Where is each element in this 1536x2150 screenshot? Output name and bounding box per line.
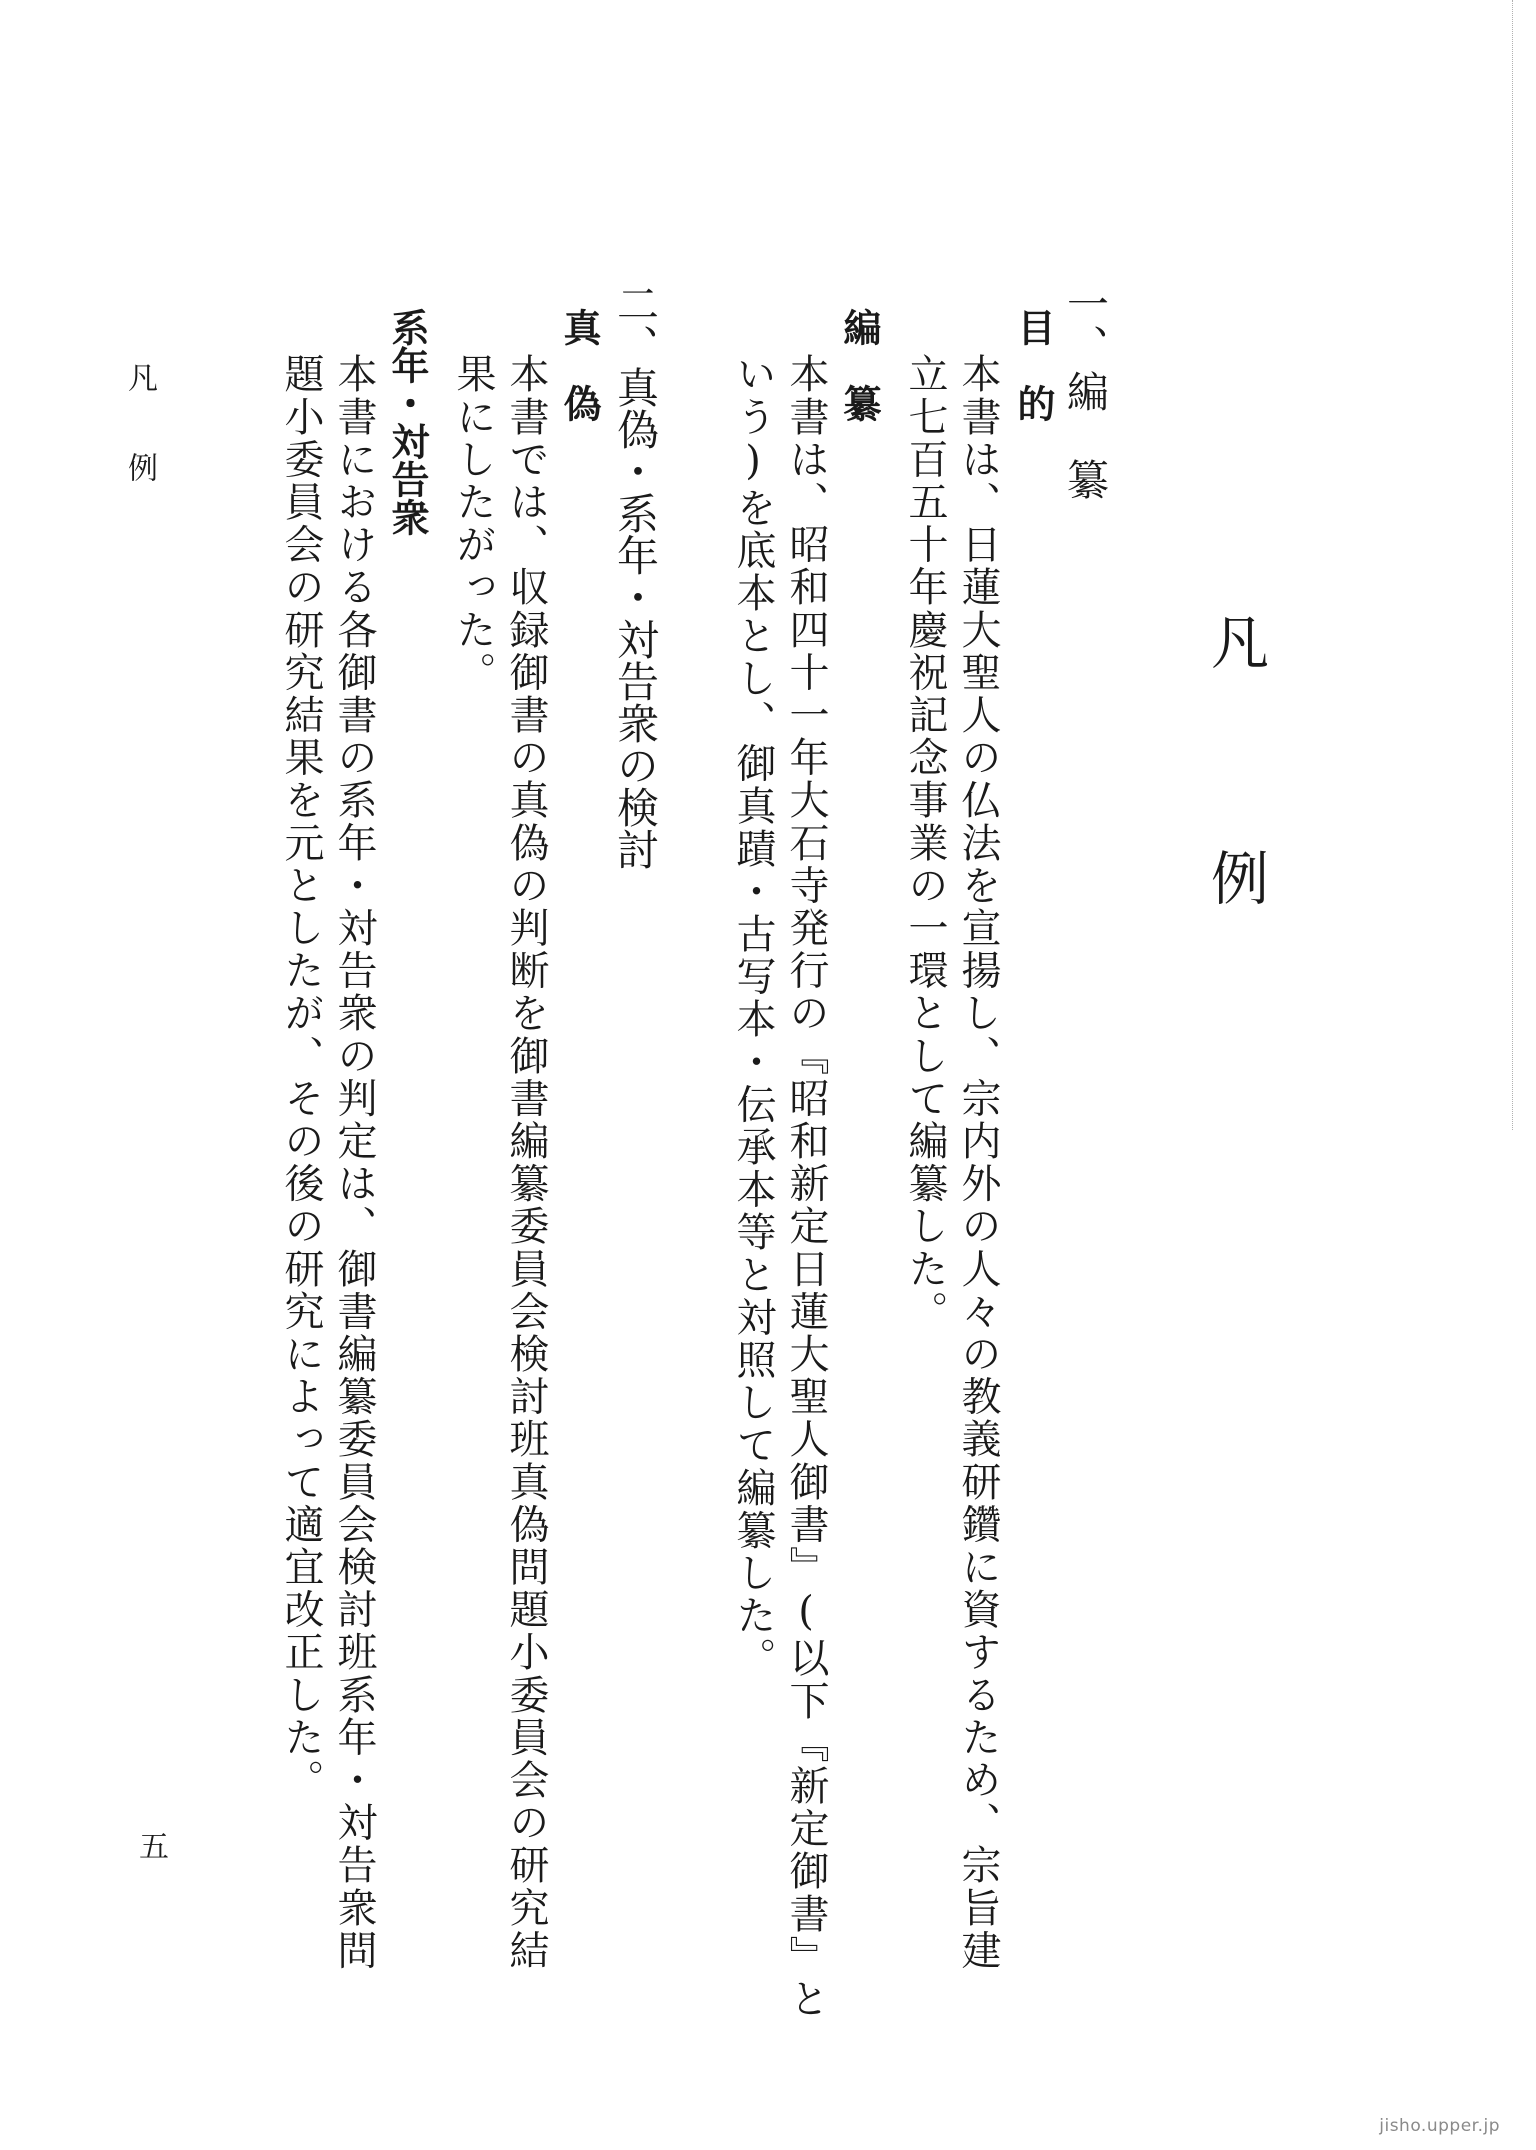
authenticity-line-2: 果にしたがった。 — [450, 353, 496, 694]
purpose-line-2: 立七百五十年慶祝記念事業の一環として編纂した。 — [902, 353, 948, 1333]
section-1-title-char-1: 編 — [1061, 370, 1110, 412]
page-title-char-1: 凡 — [1201, 612, 1269, 670]
purpose-line-1: 本書は、日蓮大聖人の仏法を宣揚し、宗内外の人々の教義研鑽に資するため、宗旨建 — [955, 353, 1001, 1972]
watermark: jisho.upper.jp — [1379, 2116, 1500, 2136]
page-title-char-2: 例 — [1201, 848, 1269, 906]
running-head: 凡 例 — [122, 362, 157, 482]
subheading-authenticity: 真 偽 — [557, 308, 601, 422]
dating-line-2: 題小委員会の研究結果を元としたが、その後の研究によって適宜改正した。 — [278, 353, 324, 1802]
page-number: 五 — [139, 1830, 169, 1865]
page-edge-rule — [1512, 0, 1513, 1130]
section-1-title-char-2: 纂 — [1061, 458, 1110, 500]
section-2-heading: 二、真偽・系年・対告衆の検討 — [611, 282, 660, 870]
authenticity-line-1: 本書では、収録御書の真偽の判断を御書編纂委員会検討班真偽問題小委員会の研究結 — [503, 353, 549, 1972]
subheading-compilation: 編 纂 — [837, 308, 881, 422]
compilation-line-1: 本書は、昭和四十一年大石寺発行の『昭和新定日蓮大聖人御書』(以下『新定御書』と — [783, 353, 829, 2021]
subheading-purpose: 目 的 — [1011, 308, 1055, 422]
compilation-line-2: いう)を底本とし、御真蹟・古写本・伝承本等と対照して編纂した。 — [730, 353, 776, 1680]
section-1-number: 一、 — [1061, 282, 1110, 366]
dating-line-1: 本書における各御書の系年・対告衆の判定は、御書編纂委員会検討班系年・対告衆問 — [331, 353, 377, 1972]
subheading-dating: 系年・対告衆 — [385, 308, 429, 536]
